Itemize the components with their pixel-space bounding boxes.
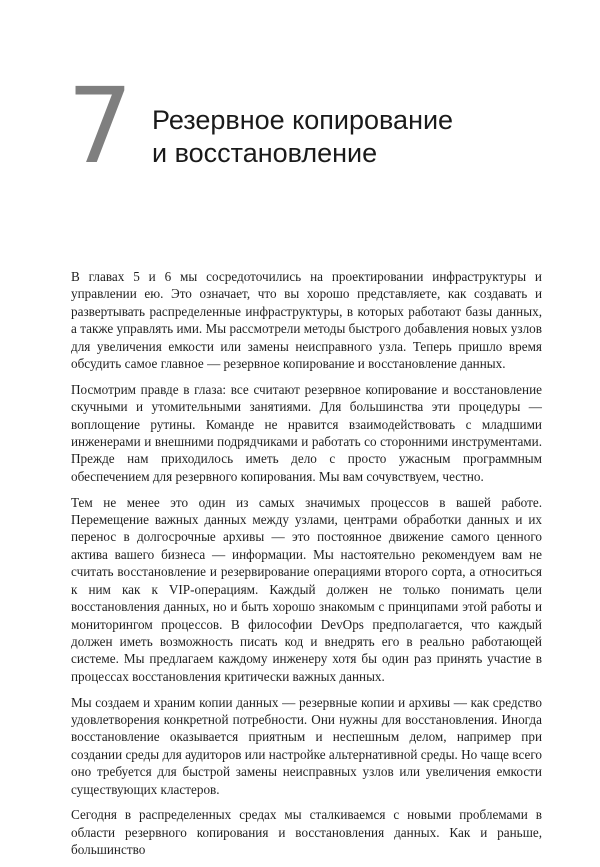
- paragraph: Мы создаем и храним копии данных — резервные копии и архивы — как средство удовлетворения конкретной потребности. Они нужны для восстановления. Иногда восстановление оказывается приятным и неспешным делом, например при создании среды для аудиторов или настройке альтернативной среды. Но чаще всего оно требуется для быстрой замены неисправных узлов или увеличения емкости существующих кластеров.: [71, 694, 542, 797]
- paragraph: Тем не менее это один из самых значимых процессов в вашей работе. Перемещение важных данных между узлами, центрами обработки данных и их перенос в долгосрочные архивы — это постоянное движение самого ценного актива вашего бизнеса — информации. Мы настоятельно рекомендуем вам не считать восстановление и резервирование операциями второго сорта, а относиться к ним как к VIP-операциям. Каждый должен не только понимать цели восстановления данных, но и быть хорошо знакомым с принципами этой работы и мониторингом процессов. В философии DevOps предполагается, что каждый должен иметь возможность писать код и внедрять его в реально работающей системе. Мы предлагаем каждому инженеру хотя бы один раз принять участие в процессах восстановления критически важных данных.: [71, 494, 542, 684]
- chapter-body: [71, 268, 542, 867]
- chapter-title: [152, 104, 453, 170]
- paragraph: Посмотрим правде в глаза: все считают резервное копирование и восстановление скучными и утомительными занятиями. Для большинства эти процедуры — воплощение рутины. Команде не нравится взаимодействовать с младшими инженерами и внешними подрядчиками и работать со сторонними инструментами. Прежде нам приходилось иметь дело с просто ужасным программным обеспечением для резервного копирования. Мы вам сочувствуем, честно.: [71, 381, 542, 484]
- paragraph: Сегодня в распределенных средах мы сталкиваемся с новыми проблемами в области резервного копирования и восстановления данных. Как и раньше, большинство: [71, 807, 542, 858]
- chapter-number: 7: [67, 65, 134, 187]
- chapter-title-line-2: и восстановление: [152, 138, 378, 168]
- paragraph: В главах 5 и 6 мы сосредоточились на проектировании инфраструктуры и управлении ею. Это означает, что вы хорошо представляете, как создавать и развертывать распределенные инфраструктуры, в которых работают базы данных, а также управлять ими. Мы рассмотрели методы быстрого добавления новых узлов для увеличения емкости или замены неисправного узла. Теперь пришло время обсудить самое главное — резервное копирование и восстановление данных.: [71, 269, 542, 372]
- chapter-title-line-1: Резервное копирование: [152, 105, 454, 135]
